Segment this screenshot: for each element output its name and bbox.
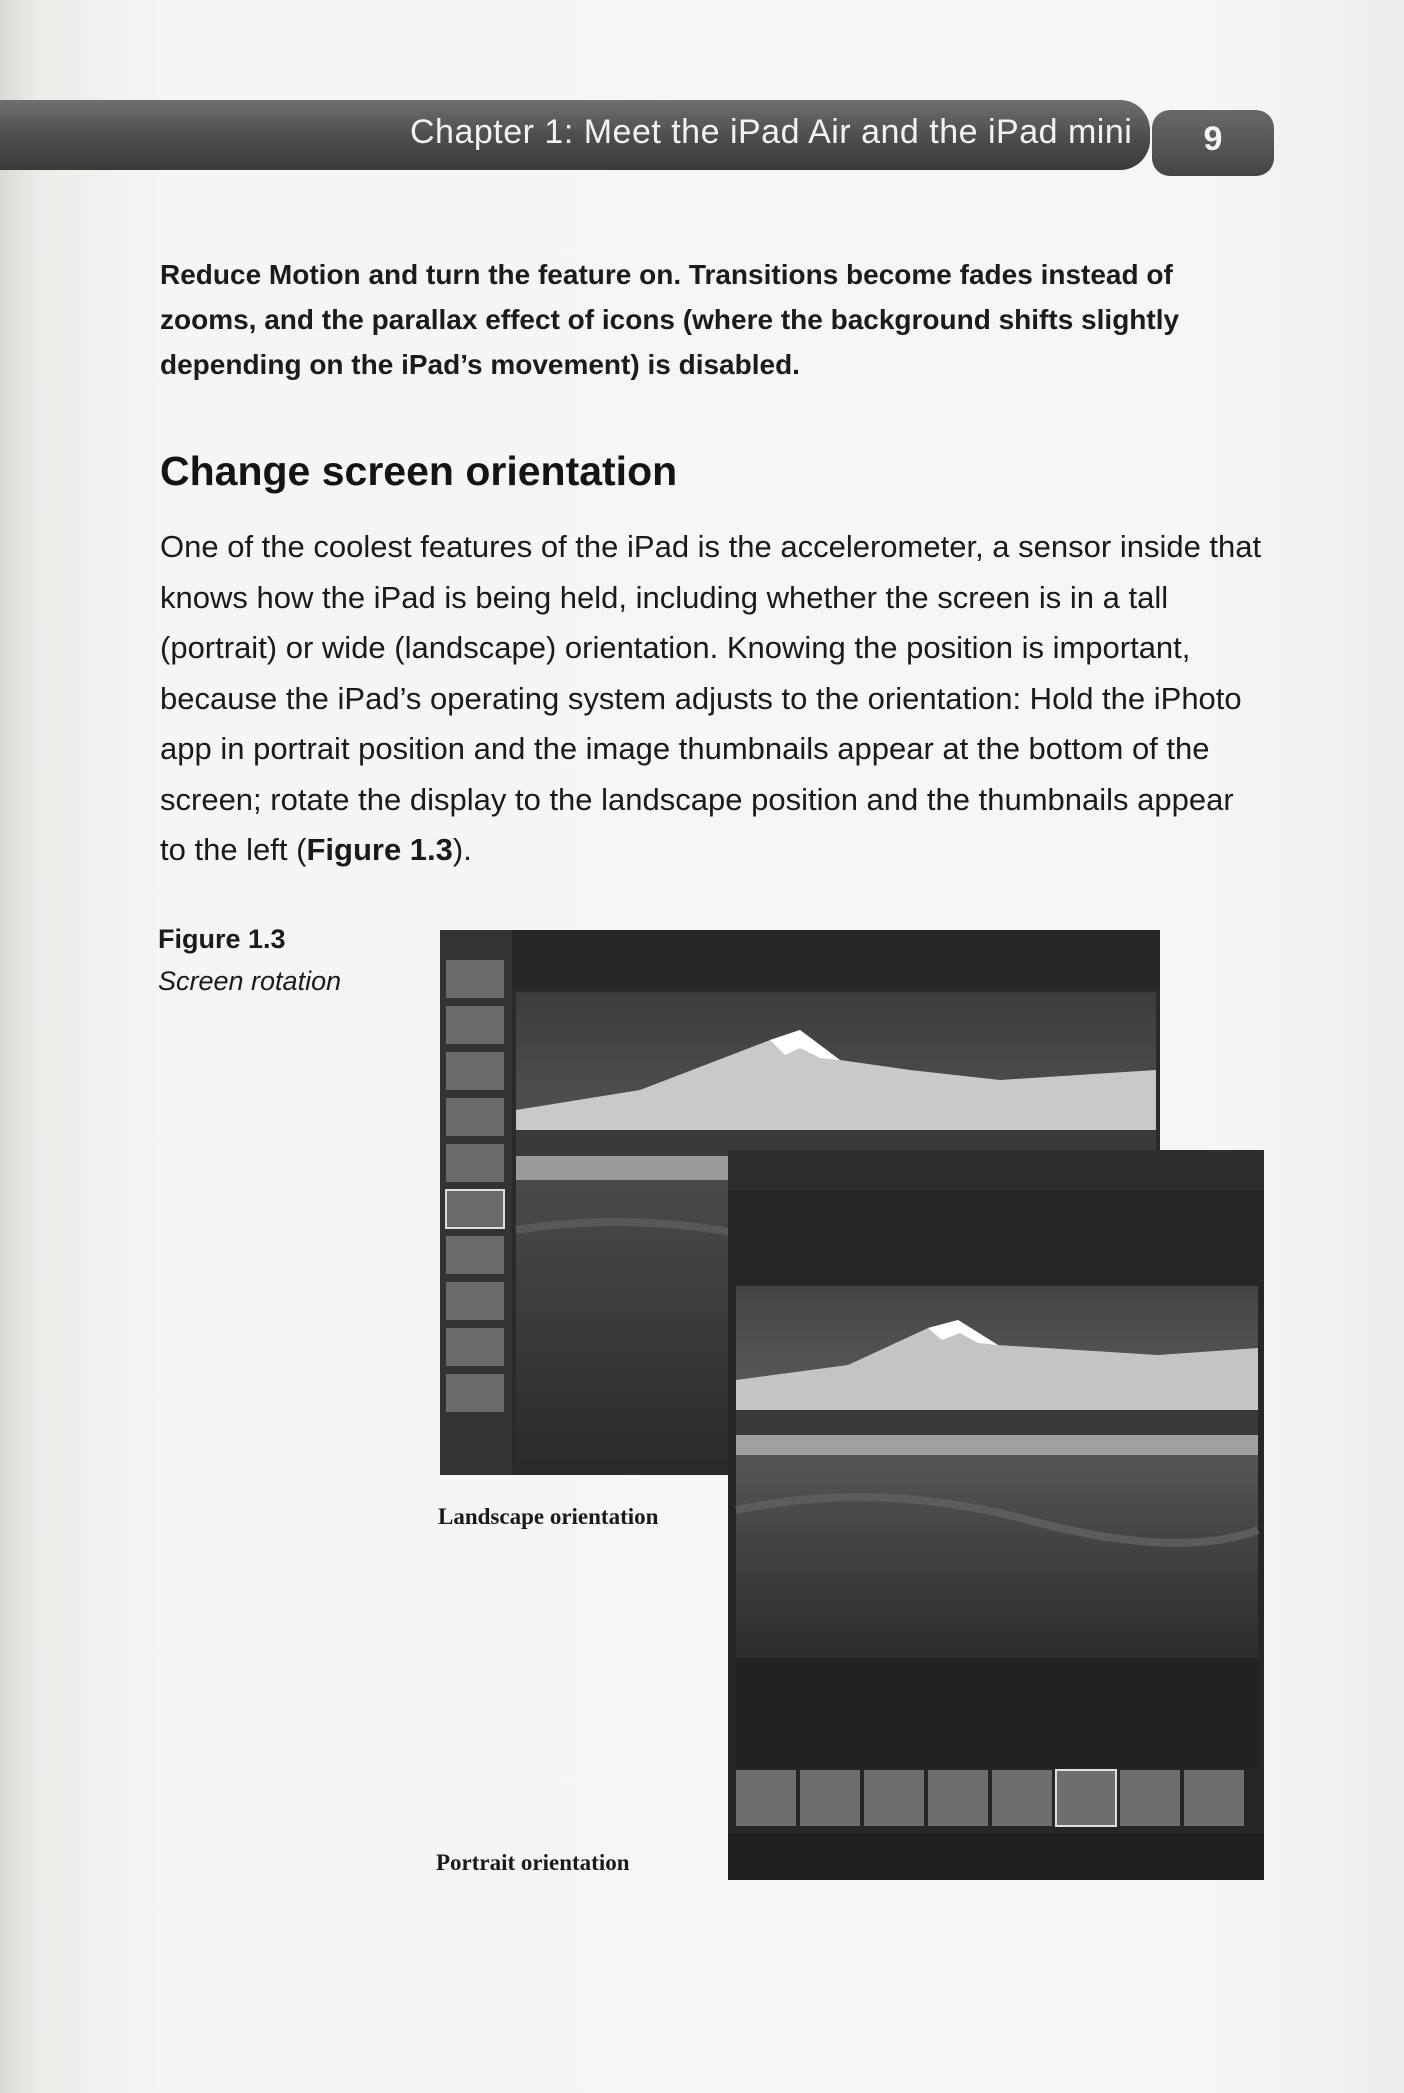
body-text-part-1: One of the coolest features of the iPad is the accelerometer, a sensor inside that knows how the iPad is being held, including whether the screen is in a tall (portrait) or wide (landscape) orientation. Knowing the position is important, because the iPad’s operating system adjusts to the orientation: Hold the iPhoto app in portrait position and the image thumbnails appear at the bottom of the screen; rotate the display to the landscape position and the thumbnails appear to the left ( [160, 529, 1262, 867]
page-number: 9 [1203, 120, 1223, 158]
body-text-part-2: ). [452, 832, 472, 867]
figure-caption: Screen rotation [158, 966, 342, 996]
section-heading: Change screen orientation [160, 448, 678, 494]
intro-paragraph: Reduce Motion and turn the feature on. Transitions become fades instead of zooms, and the parallax effect of icons (where the background shifts slightly depending on the iPad’s movement) is disabled. [160, 259, 1180, 380]
running-header-title: Chapter 1: Meet the iPad Air and the iPad mini [410, 113, 1133, 151]
figure-label: Figure 1.3 [158, 924, 286, 954]
portrait-screenshot [728, 1150, 1264, 1880]
figure-reference: Figure 1.3 [306, 832, 453, 867]
landscape-label: Landscape orientation [438, 1504, 659, 1529]
portrait-screenshot-image [728, 1150, 1264, 1880]
section-body [160, 522, 1268, 876]
portrait-label: Portrait orientation [436, 1850, 630, 1875]
